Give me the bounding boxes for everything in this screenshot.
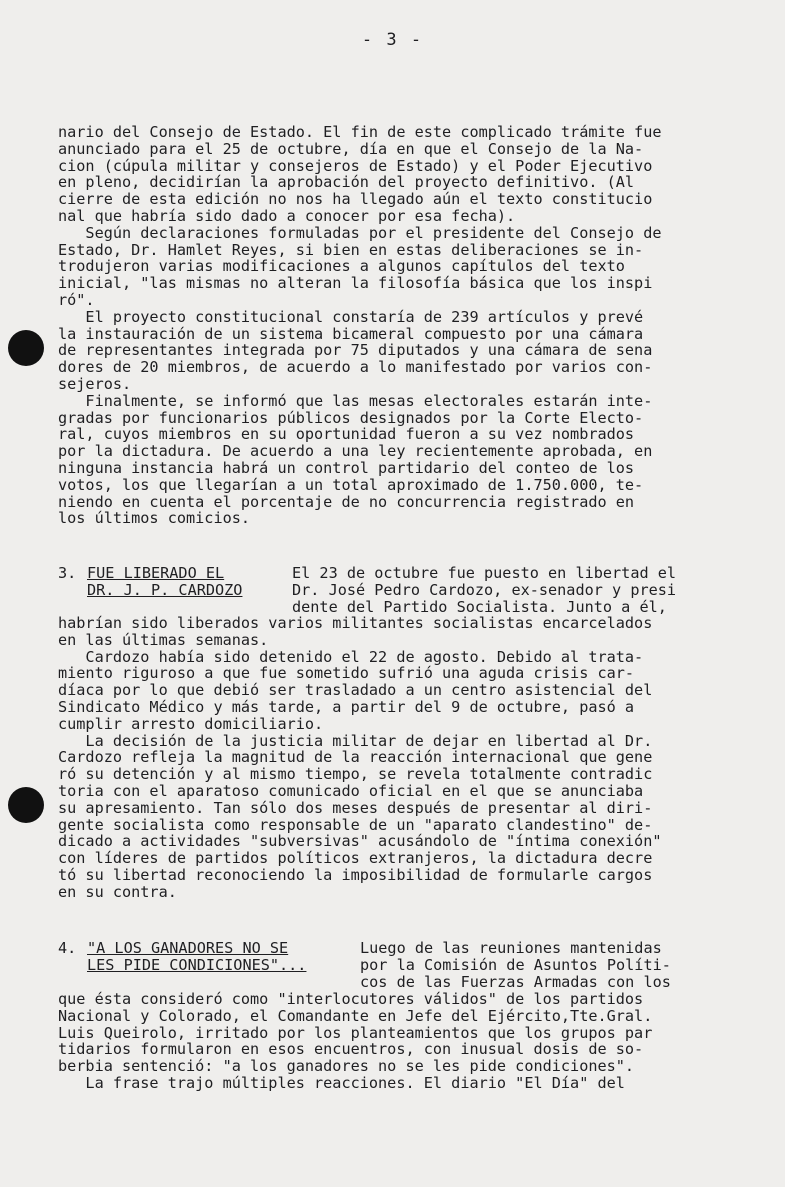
section-side-text [292,565,732,615]
text-line: Dr. José Pedro Cardozo, ex-senador y presi [292,581,677,599]
text-line: votos, los que llegarían a un total aproximado de 1.750.000, te- [58,476,644,494]
section-heading: FUE LIBERADO EL [87,564,225,582]
text-line: gradas por funcionarios públicos designados por la Corte Electo- [58,409,644,427]
punch-hole [8,787,44,823]
page-number: - 3 - [361,30,424,50]
text-line: Finalmente, se informó que las mesas electorales estarán inte- [58,392,653,410]
text-line: La frase trajo múltiples reacciones. El diario "El Día" del [58,1074,625,1092]
text-line: en las últimas semanas. [58,631,269,649]
section-body [58,615,728,901]
text-line: ninguna instancia habrá un control partidario del conteo de los [58,459,635,477]
text-line: Sindicato Médico y más tarde, a partir del 9 de octubre, pasó a [58,698,635,716]
text-line: Luego de las reuniones mantenidas [360,940,662,957]
text-line: berbia sentenció: "a los ganadores no se les pide condiciones". [58,1058,635,1075]
punch-hole [8,330,44,366]
text-line: nario del Consejo de Estado. El fin de este complicado trámite fue [58,124,662,141]
text-line: ró su detención y al mismo tiempo, se revela totalmente contradic [58,766,653,783]
text-line: toria con el aparatoso comunicado oficial en el que se anunciaba [58,782,644,800]
text-line: la instauración de un sistema bicameral compuesto por una cámara [58,325,644,343]
text-line: Según declaraciones formuladas por el presidente del Consejo de [58,224,662,242]
text-line: su apresamiento. Tan sólo dos meses después de presentar al diri- [58,799,653,817]
text-line: gente socialista como responsable de un "aparato clandestino" de- [58,816,653,834]
text-line: con líderes de partidos políticos extranjeros, la dictadura decre [58,850,653,867]
section-number: 3. [58,564,77,582]
text-line: Estado, Dr. Hamlet Reyes, si bien en estas deliberaciones se in- [58,241,644,259]
text-line: inicial, "las mismas no alteran la filosofía básica que los inspi [58,275,653,292]
text-line: habrían sido liberados varios militantes socialistas encarcelados [58,615,653,632]
text-line: niendo en cuenta el porcentaje de no concurrencia registrado en [58,493,635,511]
section-heading: "A LOS GANADORES NO SE [87,939,289,957]
text-line: de representantes integrada por 75 diputados y una cámara de sena [58,342,653,360]
text-line: ró". [58,291,95,309]
text-line: trodujeron varias modificaciones a algunos capítulos del texto [58,258,625,276]
text-line: tidarios formularon en esos encuentros, con inusual dosis de so- [58,1041,644,1059]
text-line: nal que habría sido dado a conocer por esa fecha). [58,207,516,225]
section-body [58,991,728,1092]
text-line: por la Comisión de Asuntos Políti- [360,956,671,974]
text-line: dicado a actividades "subversivas" acusándolo de "íntima conexión" [58,833,662,851]
intro-paragraphs [58,124,728,527]
text-line: por la dictadura. De acuerdo a una ley recientemente aprobada, en [58,443,653,460]
section-number: 4. [58,939,77,957]
section-heading: LES PIDE CONDICIONES"... [87,956,307,974]
text-line: en su contra. [58,883,177,901]
text-line: El proyecto constitucional constaría de 239 artículos y prevé [58,308,644,326]
text-line: díaca por lo que debió ser trasladado a un centro asistencial del [58,682,653,699]
text-line: El 23 de octubre fue puesto en libertad el [292,565,677,582]
text-line: Cardozo había sido detenido el 22 de agosto. Debido al trata- [58,648,644,666]
text-line: miento riguroso a que fue sometido sufrió una aguda crisis car- [58,665,635,683]
text-line: Nacional y Colorado, el Comandante en Jefe del Ejército,Tte.Gral. [58,1007,653,1025]
text-line: sejeros. [58,375,132,393]
section-side-text [360,940,732,990]
text-line: cos de las Fuerzas Armadas con los [360,973,671,991]
text-line: dente del Partido Socialista. Junto a él, [292,598,667,616]
text-line: anunciado para el 25 de octubre, día en que el Consejo de la Na- [58,140,644,158]
text-line: en pleno, decidirían la aprobación del proyecto definitivo. (Al [58,174,635,192]
text-line: dores de 20 miembros, de acuerdo a lo manifestado por varios con- [58,359,653,376]
text-line: ral, cuyos miembros en su oportunidad fueron a su vez nombrados [58,426,635,444]
text-line: La decisión de la justicia militar de dejar en libertad al Dr. [58,732,653,750]
section-heading: DR. J. P. CARDOZO [87,581,243,599]
text-line: que ésta consideró como "interlocutores válidos" de los partidos [58,991,644,1008]
text-line: Cardozo refleja la magnitud de la reacción internacional que gene [58,749,653,767]
text-line: cierre de esta edición no nos ha llegado aún el texto constitucio [58,191,653,208]
text-line: cion (cúpula militar y consejeros de Estado) y el Poder Ejecutivo [58,157,653,175]
text-line: tó su libertad reconociendo la imposibilidad de formularle cargos [58,866,653,884]
text-line: los últimos comicios. [58,510,251,528]
text-line: cumplir arresto domiciliario. [58,715,324,733]
text-line: Luis Queirolo, irritado por los planteamientos que los grupos par [58,1024,653,1042]
